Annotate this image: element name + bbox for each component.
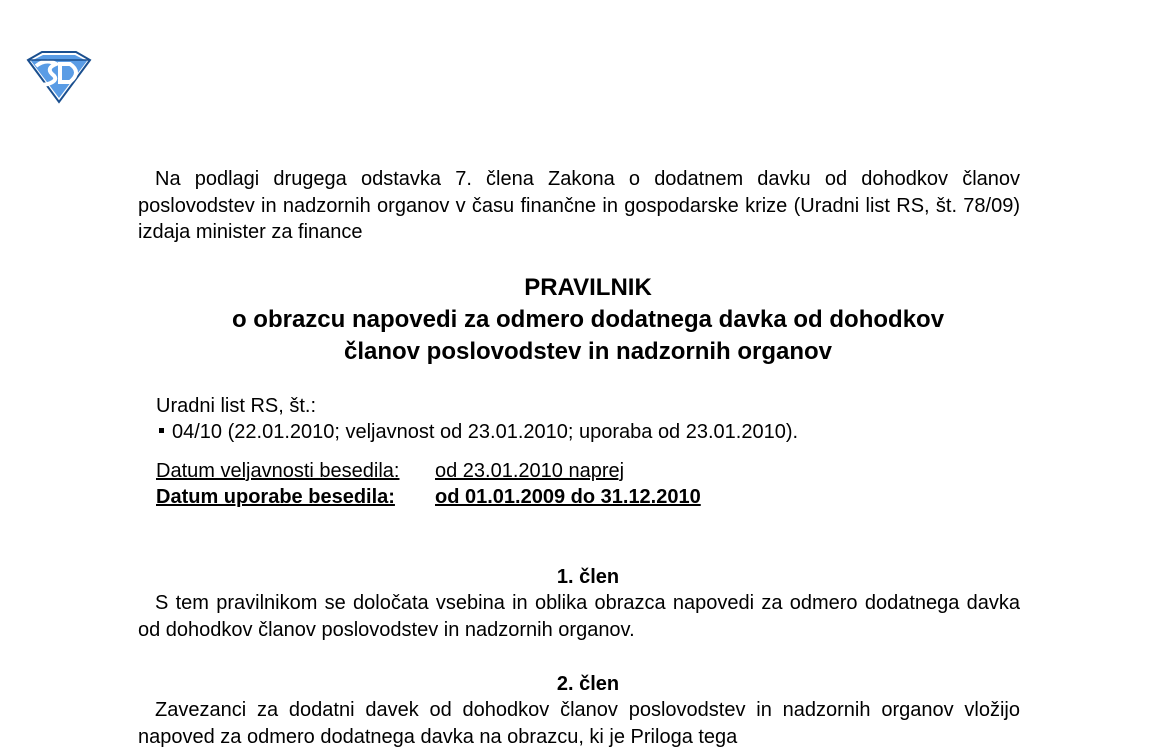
gazette-item xyxy=(156,419,798,445)
validity-value: od 23.01.2010 naprej xyxy=(435,460,625,482)
gazette-label: Uradni list RS, št.: xyxy=(156,395,317,417)
article-2-body xyxy=(138,697,1020,750)
preamble xyxy=(138,166,1020,246)
gazette-reference xyxy=(156,393,798,445)
article-2-line: Zavezanci za dodatni davek od dohodkov članov poslovodstev in nadzornih xyxy=(155,699,871,721)
article-1-line: S tem pravilnikom se določata vsebina in oblika obrazca napovedi za odmero xyxy=(155,592,858,614)
document-title xyxy=(138,272,1038,368)
preamble-line: Na podlagi drugega odstavka 7. člena Zakona o dodatnem davku od dohodkov xyxy=(155,168,949,190)
gazette-item-text: 04/10 (22.01.2010; veljavnost od 23.01.2010; uporaba od 23.01.2010). xyxy=(172,421,799,443)
sd-logo-icon xyxy=(22,48,96,104)
preamble-line: (Uradni list RS, št. 78/09) izdaja minister za finance xyxy=(138,194,1021,243)
article-1-heading: 1. člen xyxy=(556,566,620,588)
article-2-heading: 2. člen xyxy=(556,673,620,695)
validity-label: Datum veljavnosti besedila: xyxy=(156,460,400,482)
use-value: od 01.01.2009 do 31.12.2010 xyxy=(435,486,701,508)
article-2-line: organov vložijo napoved za odmero dodatnega davka na obrazcu, ki je Priloga tega xyxy=(138,699,1020,748)
validity-date-row xyxy=(156,458,701,484)
article-1-line: dodatnega davka od dohodkov članov poslovodstev in nadzornih organov. xyxy=(138,592,1021,641)
text-dates xyxy=(156,458,701,510)
title-line-2: o obrazcu napovedi za odmero dodatnega davka od dohodkov xyxy=(231,306,945,333)
bullet-icon xyxy=(159,428,164,433)
use-label: Datum uporabe besedila: xyxy=(156,486,395,508)
preamble-line: članov poslovodstev in nadzornih organov v času finančne in gospodarske krize xyxy=(138,168,1020,217)
article-1-body xyxy=(138,590,1020,643)
article-2-paragraph xyxy=(138,697,1020,750)
preamble-paragraph xyxy=(138,166,1020,246)
title-line-1: PRAVILNIK xyxy=(524,274,652,301)
article-1-paragraph xyxy=(138,590,1020,643)
title-line-3: članov poslovodstev in nadzornih organov xyxy=(343,338,833,365)
use-date-row xyxy=(156,484,701,510)
